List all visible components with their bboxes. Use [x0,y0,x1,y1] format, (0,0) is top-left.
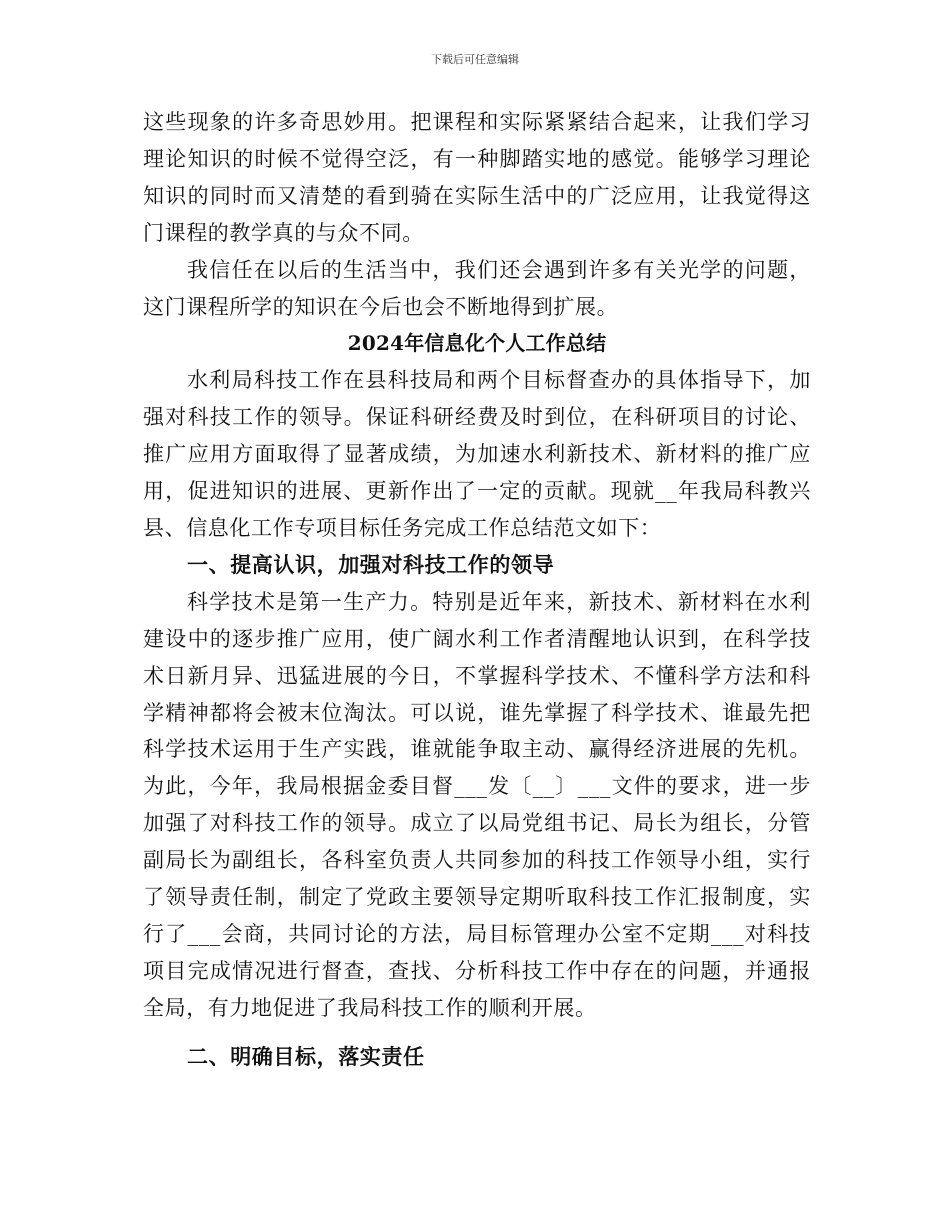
paragraph-2: 我信任在以后的生活当中，我们还会遇到许多有关光学的问题，这门课程所学的知识在今后也会不断地得到扩展。 [143,257,811,319]
paragraph-1: 这些现象的许多奇思妙用。把课程和实际紧紧结合起来，让我们学习理论知识的时候不觉得空泛，有一种脚踏实地的感觉。能够学习理论知识的同时而又清楚的看到骑在实际生活中的广泛应用，让我觉得这门课程的教学真的与众不同。 [143,110,811,245]
section-heading-1: 一、提高认识，加强对科技工作的领导 [187,551,555,577]
document-title: 2024年信息化个人工作总结 [347,331,607,356]
document-body [143,104,811,1076]
page-header: 下载后可任意编辑 [431,53,519,66]
paragraph-3: 水利局科技工作在县科技局和两个目标督查办的具体指导下，加强对科技工作的领导。保证科研经费及时到位，在科研项目的讨论、推广应用方面取得了显著成绩，为加速水利新技术、新材料的推广应用，促进知识的进展、更新作出了一定的贡献。现就__年我局科教兴县、信息化工作专项目标任务完成工作总结范文如下： [143,368,811,540]
paragraph-4: 科学技术是第一生产力。特别是近年来，新技术、新材料在水利建设中的逐步推广应用，使广阔水利工作者清醒地认识到，在科学技术日新月异、迅猛进展的今日，不掌握科学技术、不懂科学方法和科学精神都将会被末位淘汰。可以说，谁先掌握了科学技术、谁最先把科学技术运用于生产实践，谁就能争取主动、赢得经济进展的先机。为此，今年，我局根据金委目督___发〔__〕___文件的要求，进一步加强了对科技工作的领导。成立了以局党组书记、局长为组长，分管副局长为副组长，各科室负责人共同参加的科技工作领导小组，实行了领导责任制，制定了党政主要领导定期听取科技工作汇报制度，实行了___会商，共同讨论的方法，局目标管理办公室不定期___对科技项目完成情况进行督查，查找、分析科技工作中存在的问题，并通报全局，有力地促进了我局科技工作的顺利开展。 [143,589,811,1020]
section-heading-2: 二、明确目标，落实责任 [187,1043,425,1069]
